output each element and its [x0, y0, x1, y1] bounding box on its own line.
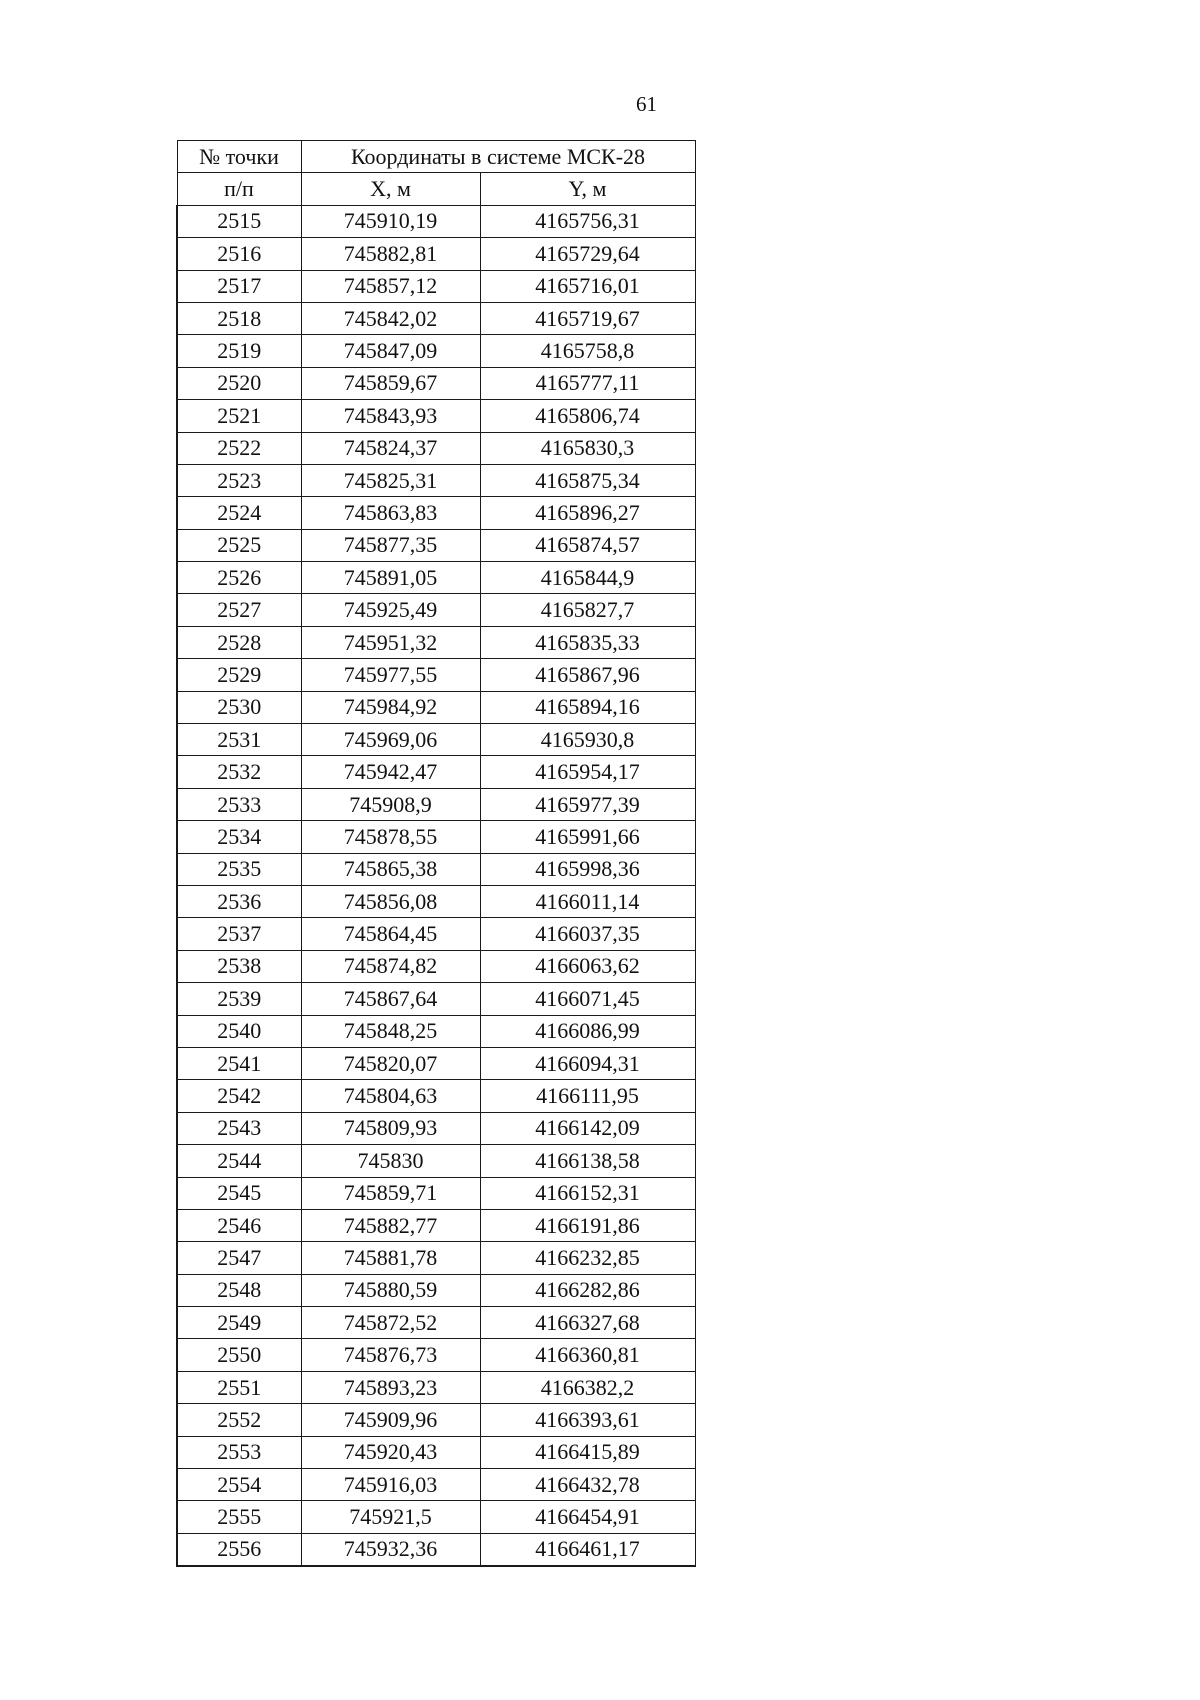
y-coordinate-cell: 4165867,96 — [480, 659, 695, 691]
x-coordinate-cell: 745825,31 — [301, 464, 480, 496]
point-number-cell: 2552 — [177, 1404, 301, 1436]
y-coordinate-cell: 4166382,2 — [480, 1371, 695, 1403]
table-row — [177, 1112, 695, 1144]
table-row — [177, 1080, 695, 1112]
point-number-cell: 2534 — [177, 821, 301, 853]
y-coordinate-cell: 4165875,34 — [480, 464, 695, 496]
y-coordinate-cell: 4166111,95 — [480, 1080, 695, 1112]
x-coordinate-cell: 745872,52 — [301, 1307, 480, 1339]
y-coordinate-cell: 4165777,11 — [480, 367, 695, 399]
table-row — [177, 983, 695, 1015]
table-row — [177, 1371, 695, 1403]
y-coordinate-cell: 4165758,8 — [480, 335, 695, 367]
point-number-cell: 2522 — [177, 432, 301, 464]
x-coordinate-cell: 745909,96 — [301, 1404, 480, 1436]
x-coordinate-cell: 745809,93 — [301, 1112, 480, 1144]
table-row — [177, 626, 695, 658]
table-row — [177, 821, 695, 853]
y-coordinate-cell: 4166142,09 — [480, 1112, 695, 1144]
x-coordinate-cell: 745848,25 — [301, 1015, 480, 1047]
table-row — [177, 205, 695, 237]
x-coordinate-cell: 745951,32 — [301, 626, 480, 658]
table-row — [177, 724, 695, 756]
y-coordinate-cell: 4166086,99 — [480, 1015, 695, 1047]
y-coordinate-cell: 4166461,17 — [480, 1533, 695, 1566]
point-number-cell: 2515 — [177, 205, 301, 237]
table-row — [177, 302, 695, 334]
x-coordinate-cell: 745921,5 — [301, 1501, 480, 1533]
point-number-cell: 2539 — [177, 983, 301, 1015]
x-coordinate-cell: 745863,83 — [301, 497, 480, 529]
x-coordinate-cell: 745874,82 — [301, 950, 480, 982]
table-header — [177, 141, 695, 206]
y-coordinate-cell: 4165954,17 — [480, 756, 695, 788]
x-coordinate-cell: 745881,78 — [301, 1242, 480, 1274]
x-coordinate-cell: 745856,08 — [301, 885, 480, 917]
x-coordinate-cell: 745804,63 — [301, 1080, 480, 1112]
x-coordinate-cell: 745859,67 — [301, 367, 480, 399]
point-number-cell: 2530 — [177, 691, 301, 723]
point-number-cell: 2547 — [177, 1242, 301, 1274]
point-number-cell: 2542 — [177, 1080, 301, 1112]
x-coordinate-cell: 745847,09 — [301, 335, 480, 367]
table-row — [177, 659, 695, 691]
table-row — [177, 1274, 695, 1306]
x-coordinate-cell: 745865,38 — [301, 853, 480, 885]
y-coordinate-cell: 4165729,64 — [480, 238, 695, 270]
point-number-cell: 2543 — [177, 1112, 301, 1144]
coords-system-header: Координаты в системе МСК-28 — [301, 141, 695, 173]
y-coordinate-cell: 4166415,89 — [480, 1436, 695, 1468]
y-coordinate-cell: 4165719,67 — [480, 302, 695, 334]
y-coordinate-cell: 4166063,62 — [480, 950, 695, 982]
x-coordinate-cell: 745942,47 — [301, 756, 480, 788]
point-number-cell: 2519 — [177, 335, 301, 367]
y-coordinate-cell: 4166152,31 — [480, 1177, 695, 1209]
table-row — [177, 400, 695, 432]
y-coordinate-cell: 4166011,14 — [480, 885, 695, 917]
table-row — [177, 788, 695, 820]
y-coordinate-cell: 4165716,01 — [480, 270, 695, 302]
x-coordinate-cell: 745925,49 — [301, 594, 480, 626]
x-coordinate-cell: 745857,12 — [301, 270, 480, 302]
point-number-cell: 2548 — [177, 1274, 301, 1306]
header-row-1 — [177, 141, 695, 173]
point-number-cell: 2540 — [177, 1015, 301, 1047]
point-number-cell: 2529 — [177, 659, 301, 691]
point-number-cell: 2533 — [177, 788, 301, 820]
table-row — [177, 270, 695, 302]
y-coordinate-cell: 4166454,91 — [480, 1501, 695, 1533]
table-row — [177, 1307, 695, 1339]
table-row — [177, 1404, 695, 1436]
table-row — [177, 529, 695, 561]
table-row — [177, 594, 695, 626]
point-number-cell: 2527 — [177, 594, 301, 626]
x-coordinate-cell: 745877,35 — [301, 529, 480, 561]
y-coordinate-cell: 4165827,7 — [480, 594, 695, 626]
x-coordinate-cell: 745984,92 — [301, 691, 480, 723]
x-coordinate-cell: 745977,55 — [301, 659, 480, 691]
x-coordinate-cell: 745916,03 — [301, 1469, 480, 1501]
table-row — [177, 885, 695, 917]
y-coordinate-cell: 4165874,57 — [480, 529, 695, 561]
table-row — [177, 497, 695, 529]
y-coordinate-cell: 4166432,78 — [480, 1469, 695, 1501]
x-coordinate-cell: 745880,59 — [301, 1274, 480, 1306]
y-coordinate-cell: 4165756,31 — [480, 205, 695, 237]
y-coordinate-cell: 4165991,66 — [480, 821, 695, 853]
x-coordinate-cell: 745969,06 — [301, 724, 480, 756]
y-coordinate-cell: 4166138,58 — [480, 1145, 695, 1177]
coordinates-table — [176, 140, 696, 1567]
table-row — [177, 1209, 695, 1241]
point-number-subheader: п/п — [177, 173, 301, 205]
point-number-cell: 2517 — [177, 270, 301, 302]
table-row — [177, 853, 695, 885]
point-number-cell: 2526 — [177, 562, 301, 594]
table-row — [177, 1436, 695, 1468]
table-row — [177, 1339, 695, 1371]
point-number-cell: 2551 — [177, 1371, 301, 1403]
y-coordinate-cell: 4166327,68 — [480, 1307, 695, 1339]
table-row — [177, 1533, 695, 1566]
point-number-cell: 2525 — [177, 529, 301, 561]
table-row — [177, 1242, 695, 1274]
y-coordinate-cell: 4165806,74 — [480, 400, 695, 432]
y-coordinate-cell: 4165830,3 — [480, 432, 695, 464]
x-coordinate-cell: 745908,9 — [301, 788, 480, 820]
table-row — [177, 562, 695, 594]
y-coordinate-cell: 4165998,36 — [480, 853, 695, 885]
x-coordinate-cell: 745910,19 — [301, 205, 480, 237]
point-number-cell: 2521 — [177, 400, 301, 432]
x-coordinate-cell: 745820,07 — [301, 1047, 480, 1079]
y-coordinate-cell: 4165896,27 — [480, 497, 695, 529]
table-row — [177, 918, 695, 950]
y-coordinate-cell: 4166071,45 — [480, 983, 695, 1015]
table-body — [177, 205, 695, 1566]
y-coordinate-cell: 4166037,35 — [480, 918, 695, 950]
table-row — [177, 1501, 695, 1533]
table-row — [177, 950, 695, 982]
point-number-cell: 2555 — [177, 1501, 301, 1533]
y-coordinate-cell: 4165930,8 — [480, 724, 695, 756]
point-number-cell: 2523 — [177, 464, 301, 496]
x-coordinate-cell: 745920,43 — [301, 1436, 480, 1468]
x-coordinate-cell: 745867,64 — [301, 983, 480, 1015]
point-number-cell: 2535 — [177, 853, 301, 885]
point-number-cell: 2520 — [177, 367, 301, 399]
table-row — [177, 1047, 695, 1079]
point-number-cell: 2541 — [177, 1047, 301, 1079]
x-coordinate-cell: 745876,73 — [301, 1339, 480, 1371]
x-coordinate-cell: 745878,55 — [301, 821, 480, 853]
y-coordinate-cell: 4166282,86 — [480, 1274, 695, 1306]
table-row — [177, 432, 695, 464]
table-row — [177, 1177, 695, 1209]
table-row — [177, 335, 695, 367]
point-number-cell: 2537 — [177, 918, 301, 950]
point-number-cell: 2546 — [177, 1209, 301, 1241]
x-coordinate-cell: 745864,45 — [301, 918, 480, 950]
y-coordinate-cell: 4166360,81 — [480, 1339, 695, 1371]
point-number-cell: 2550 — [177, 1339, 301, 1371]
x-coordinate-cell: 745824,37 — [301, 432, 480, 464]
point-number-cell: 2549 — [177, 1307, 301, 1339]
x-coordinate-cell: 745830 — [301, 1145, 480, 1177]
x-coordinate-cell: 745882,77 — [301, 1209, 480, 1241]
x-coordinate-cell: 745932,36 — [301, 1533, 480, 1566]
x-coordinate-cell: 745842,02 — [301, 302, 480, 334]
table-row — [177, 367, 695, 399]
point-number-cell: 2544 — [177, 1145, 301, 1177]
x-coordinate-cell: 745893,23 — [301, 1371, 480, 1403]
y-coordinate-cell: 4165844,9 — [480, 562, 695, 594]
y-coordinate-cell: 4165835,33 — [480, 626, 695, 658]
x-column-header: X, м — [301, 173, 480, 205]
table-row — [177, 464, 695, 496]
point-number-cell: 2516 — [177, 238, 301, 270]
x-coordinate-cell: 745843,93 — [301, 400, 480, 432]
point-number-header: № точки — [177, 141, 301, 173]
y-coordinate-cell: 4166094,31 — [480, 1047, 695, 1079]
header-row-2 — [177, 173, 695, 205]
point-number-cell: 2536 — [177, 885, 301, 917]
table-row — [177, 691, 695, 723]
y-coordinate-cell: 4165894,16 — [480, 691, 695, 723]
point-number-cell: 2553 — [177, 1436, 301, 1468]
point-number-cell: 2528 — [177, 626, 301, 658]
point-number-cell: 2531 — [177, 724, 301, 756]
table-row — [177, 756, 695, 788]
y-coordinate-cell: 4165977,39 — [480, 788, 695, 820]
point-number-cell: 2538 — [177, 950, 301, 982]
table-row — [177, 1469, 695, 1501]
point-number-cell: 2556 — [177, 1533, 301, 1566]
y-column-header: Y, м — [480, 173, 695, 205]
point-number-cell: 2554 — [177, 1469, 301, 1501]
y-coordinate-cell: 4166393,61 — [480, 1404, 695, 1436]
point-number-cell: 2524 — [177, 497, 301, 529]
x-coordinate-cell: 745859,71 — [301, 1177, 480, 1209]
page-number: 61 — [636, 92, 657, 116]
x-coordinate-cell: 745882,81 — [301, 238, 480, 270]
point-number-cell: 2545 — [177, 1177, 301, 1209]
table-row — [177, 1145, 695, 1177]
x-coordinate-cell: 745891,05 — [301, 562, 480, 594]
table-row — [177, 1015, 695, 1047]
y-coordinate-cell: 4166191,86 — [480, 1209, 695, 1241]
y-coordinate-cell: 4166232,85 — [480, 1242, 695, 1274]
point-number-cell: 2532 — [177, 756, 301, 788]
point-number-cell: 2518 — [177, 302, 301, 334]
table-row — [177, 238, 695, 270]
